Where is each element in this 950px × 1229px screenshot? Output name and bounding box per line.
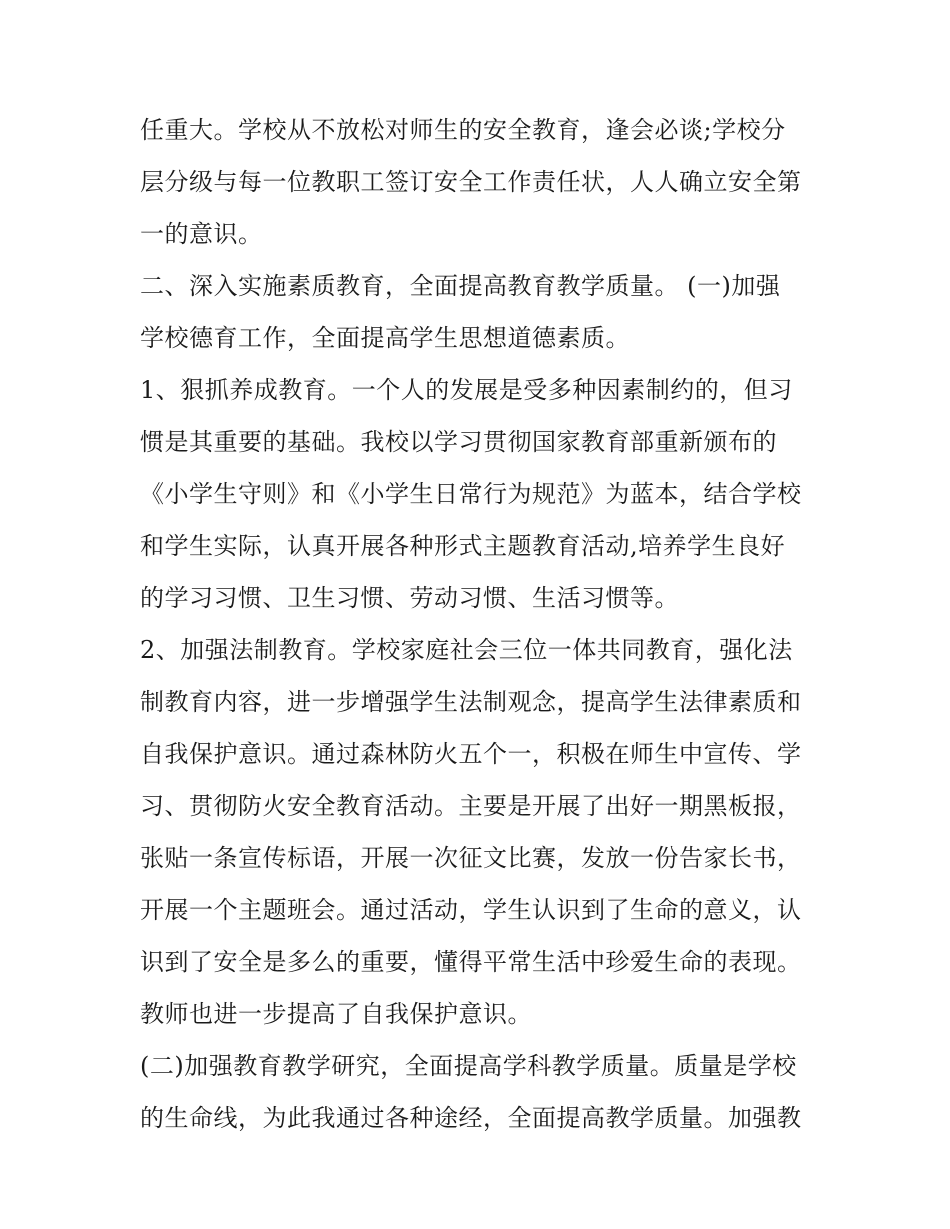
text-line: 习、贯彻防火安全教育活动。主要是开展了出好一期黑板报， — [140, 792, 802, 820]
text-line: 开展一个主题班会。通过活动，学生认识到了生命的意义，认 — [140, 896, 802, 924]
text-line: 的学习习惯、卫生习惯、劳动习惯、生活习惯等。 — [140, 584, 679, 612]
text-line: 1、狠抓养成教育。一个人的发展是受多种因素制约的，但习 — [140, 376, 793, 404]
text-line: 层分级与每一位教职工签订安全工作责任状，人人确立安全第 — [140, 168, 802, 196]
text-line: 制教育内容，进一步增强学生法制观念，提高学生法律素质和 — [140, 688, 802, 716]
text-line: (二)加强教育教学研究，全面提高学科教学质量。质量是学校 — [140, 1052, 797, 1080]
text-line: 任重大。学校从不放松对师生的安全教育，逢会必谈;学校分 — [140, 116, 786, 144]
text-line: 《小学生守则》和《小学生日常行为规范》为蓝本，结合学校 — [140, 480, 802, 508]
text-line: 和学生实际，认真开展各种形式主题教育活动,培养学生良好 — [140, 532, 786, 560]
text-line: 教师也进一步提高了自我保护意识。 — [140, 1000, 532, 1028]
text-line: 张贴一条宣传标语，开展一次征文比赛，发放一份告家长书， — [140, 844, 802, 872]
text-line: 二、深入实施素质教育，全面提高教育教学质量。 (一)加强 — [140, 272, 781, 300]
text-line: 的生命线，为此我通过各种途经，全面提高教学质量。加强教 — [140, 1104, 802, 1132]
document-body — [140, 104, 820, 1144]
text-line: 自我保护意识。通过森林防火五个一，积极在师生中宣传、学 — [140, 740, 802, 768]
text-line: 识到了安全是多么的重要，懂得平常生活中珍爱生命的表现。 — [140, 948, 802, 976]
text-line: 一的意识。 — [140, 220, 263, 248]
text-line: 2、加强法制教育。学校家庭社会三位一体共同教育，强化法 — [140, 636, 793, 664]
text-line: 学校德育工作，全面提高学生思想道德素质。 — [140, 324, 630, 352]
text-line: 惯是其重要的基础。我校以学习贯彻国家教育部重新颁布的 — [140, 428, 777, 456]
